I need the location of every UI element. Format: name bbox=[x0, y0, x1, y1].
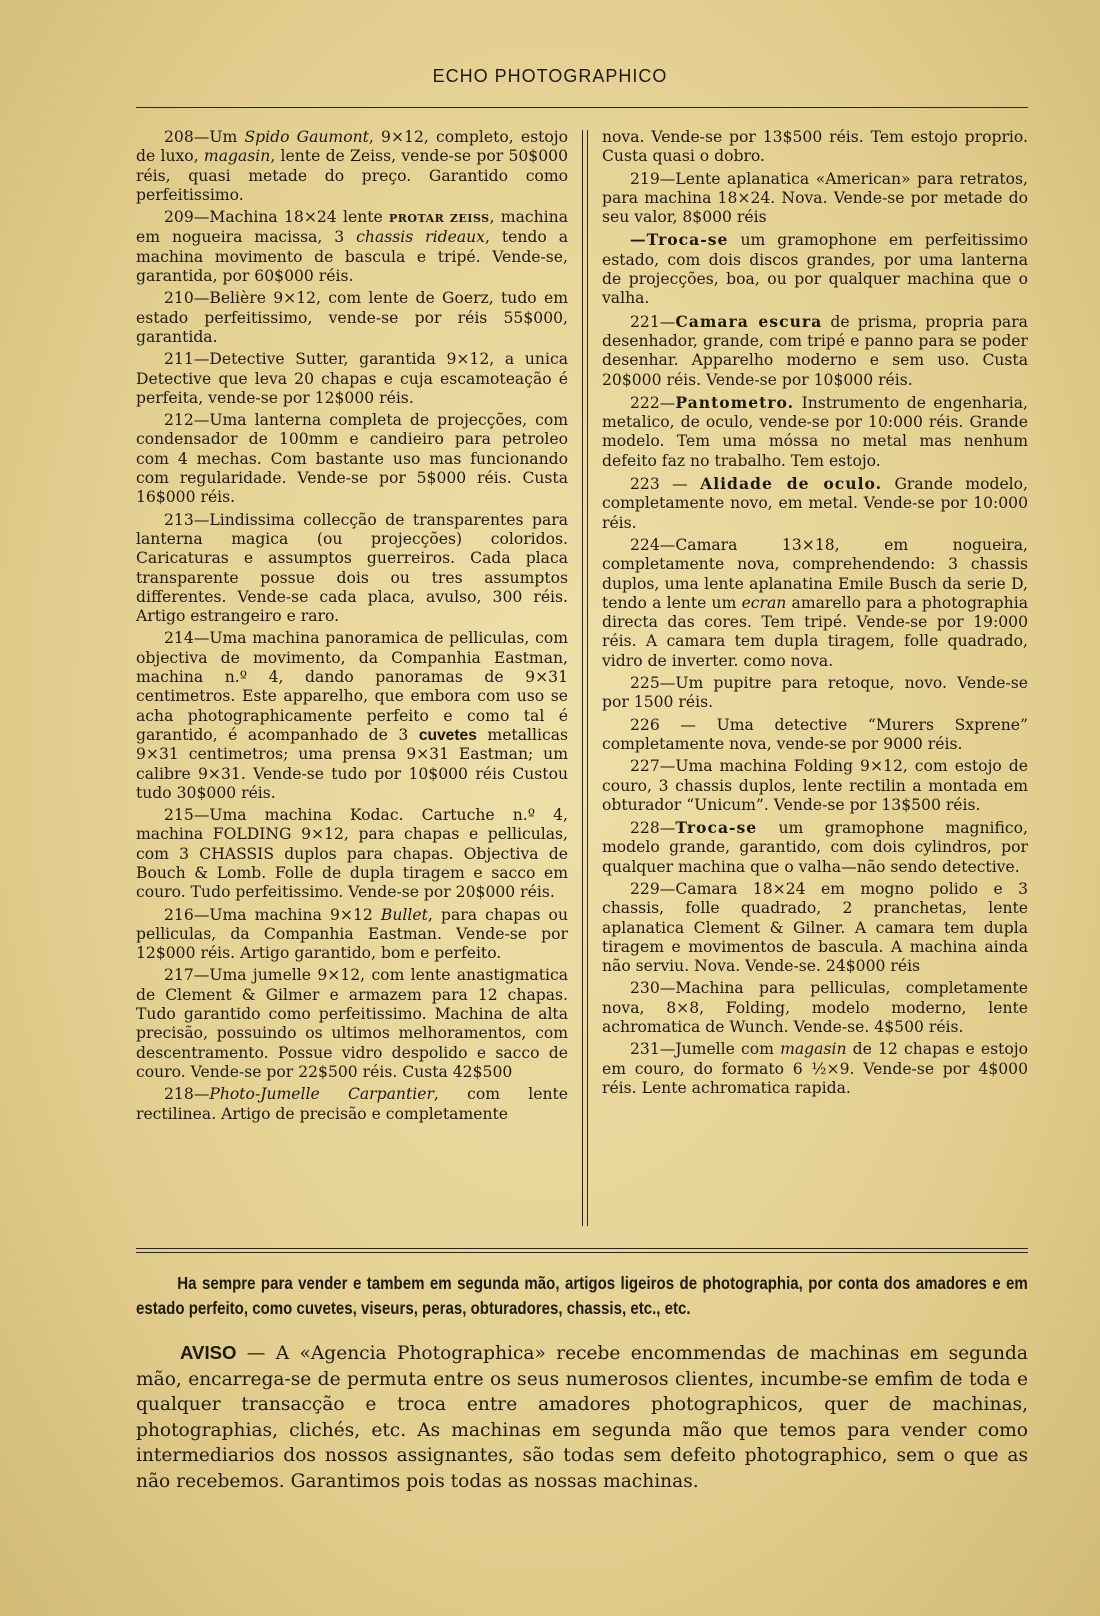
listing-215: 215—Uma machina Kodac. Cartuche n.º 4, machina FOLDING 9×12, para chapas e pelliculas, com 3 CHASSIS duplos para chapas. Objectiva de Bouch & Lomb. Folle de dupla tiragem e sacco em couro. Tudo perfeitissimo. Vende-se por 20$000 réis. bbox=[136, 806, 568, 902]
sale-notice-text: Ha sempre para vender e tambem em segunda mão, artigos ligeiros de photographia, por conta dos amadores e em estado perfeito, como cuvetes, viseurs, peras, obturadores, chassis, etc., etc. bbox=[136, 1273, 1028, 1318]
listing-223: 223 — Alidade de oculo. Grande modelo, completamente novo, em metal. Vende-se por 10:000 réis. bbox=[602, 474, 1028, 532]
listing-229: 229—Camara 18×24 em mogno polido e 3 chassis, folle quadrado, 2 pranchetas, lente aplanatica Clement & Gilner. A camara tem dupla tiragem e movimentos de bascula. A machina ainda não serviu. Nova. Vende-se. 24$000 réis bbox=[602, 879, 1028, 976]
aviso-text: — A «Agencia Photographica» recebe encommendas de machinas em segunda mão, encarrega-se de permuta entre os seus numerosos clientes, incumbe-se emfim de toda e qualquer transacção e troca entre amadores photographicos, quer de machinas, photographias, clichés, etc. As machinas em segunda mão que temos para vender como intermediarios dos nossos assignantes, são todas sem defeito photographico, sem o que as não recebemos. Garantimos pois todas as nossas machinas. bbox=[136, 1343, 1028, 1492]
listing-226: 226 — Uma detective “Murers Sxprene” completamente nova, vende-se por 9000 réis. bbox=[602, 715, 1028, 753]
listing-214: 214—Uma machina panoramica de pelliculas, com objectiva de movimento, da Companhia Eastman, machina n.º 4, dando panoramas de 9×31 centimetros. Este apparelho, que embora com uso se acha photographicamente perfeito e como tal é garantido, é acompanhado de 3 cuvetes metallicas 9×31 centimetros; uma prensa 9×31 Eastman; um calibre 9×31. Vende-se tudo por 10$000 réis Custou tudo 30$000 réis. bbox=[136, 629, 568, 802]
listing-218-continued: nova. Vende-se por 13$500 réis. Tem estojo proprio. Custa quasi o dobro. bbox=[602, 128, 1028, 166]
listing-208: 208—Um Spido Gaumont, 9×12, completo, estojo de luxo, magasin, lente de Zeiss, vende-se por 50$000 réis, quasi metade do preço. Garantido como perfeitissimo. bbox=[136, 128, 568, 204]
page-header: ECHO PHOTOGRAPHICO bbox=[432, 66, 668, 86]
listing-217: 217—Uma jumelle 9×12, com lente anastigmatica de Clement & Gilmer e armazem para 12 chapas. Tudo garantido como perfeitissimo. Machina de alta precisão, possuindo os ultimos melhoramentos, com descentramento. Possue vidro despolido e sacco de couro. Vende-se por 22$500 réis. Custa 42$500 bbox=[136, 966, 568, 1081]
listing-221: 221—Camara escura de prisma, propria para desenhador, grande, com tripé e panno para se poder desenhar. Apparelho moderno e sem uso. Custa 20$000 réis. Vende-se por 10$000 réis. bbox=[602, 311, 1028, 389]
listing-227: 227—Uma machina Folding 9×12, com estojo de couro, 3 chassis duplos, lente rectilin a montada em obturador “Unicum”. Vende-se por 13$500 réis. bbox=[602, 757, 1028, 814]
listing-222: 222—Pantometro. Instrumento de engenharia, metalico, de oculo, vende-se por 10:000 réis. Grande modelo. Tem uma móssa no metal mas nenhum defeito faz no trabalho. Tem estojo. bbox=[602, 392, 1028, 470]
aviso-label: AVISO bbox=[180, 1342, 237, 1363]
left-column bbox=[136, 128, 568, 1127]
listing-troca-gramophone: —Troca-se um gramophone em perfeitissimo estado, com dois discos grandes, por uma lanterna de projecções, boa, ou por qualquer machina que o valha. bbox=[602, 230, 1028, 308]
listing-212: 212—Uma lanterna completa de projecções, com condensador de 100mm e candieiro para petroleo com 4 mechas. Com bastante uso mas funcionando com regularidade. Vende-se por 5$000 réis. Custa 16$000 réis. bbox=[136, 411, 568, 507]
listing-209: 209—Machina 18×24 lente PROTAR ZEISS, machina em nogueira macissa, 3 chassis rideaux, tendo a machina movimento de bascula e tripé. Vende-se, garantida, por 60$000 réis. bbox=[136, 208, 569, 286]
footer-rule bbox=[136, 1248, 1028, 1249]
listing-211: 211—Detective Sutter, garantida 9×12, a unica Detective que leva 20 chapas e cuja escamoteação é perfeita, vende-se por 12$000 réis. bbox=[136, 350, 568, 407]
right-column bbox=[602, 128, 1028, 1101]
listing-219: 219—Lente aplanatica «American» para retratos, para machina 18×24. Nova. Vende-se por metade do seu valor, 8$000 réis bbox=[602, 169, 1028, 227]
listing-210: 210—Belière 9×12, com lente de Goerz, tudo em estado perfeitissimo, vende-se por réis 55$000, garantida. bbox=[136, 289, 568, 346]
listing-225: 225—Um pupitre para retoque, novo. Vende-se por 1500 réis. bbox=[602, 674, 1028, 712]
aviso-notice bbox=[136, 1340, 1028, 1494]
listing-213: 213—Lindissima collecção de transparentes para lanterna magica (ou projecções) coloridos. Caricaturas e assumptos guerreiros. Cada placa transparente possue dois ou tres assumptos differentes. Vende-se cada placa, avulso, 300 réis. Artigo estrangeiro e raro. bbox=[136, 510, 568, 626]
column-divider bbox=[582, 130, 583, 1226]
listing-231: 231—Jumelle com magasin de 12 chapas e estojo em couro, do formato 6 ½×9. Vende-se por 4$000 réis. Lente achromatica rapida. bbox=[602, 1040, 1028, 1097]
column-divider bbox=[587, 130, 588, 1226]
listing-218: 218—Photo-Jumelle Carpantier, com lente rectilinea. Artigo de precisão e completamente bbox=[136, 1085, 568, 1123]
header-rule bbox=[136, 107, 1028, 108]
listing-230: 230—Machina para pelliculas, completamente nova, 8×8, Folding, modelo moderno, lente achromatica de Wunch. Vende-se. 4$500 réis. bbox=[602, 979, 1028, 1037]
listing-228: 228—Troca-se um gramophone magnifico, modelo grande, garantido, com dois cylindros, por qualquer machina que o valha—não sendo detective. bbox=[602, 818, 1028, 876]
listing-216: 216—Uma machina 9×12 Bullet, para chapas ou pelliculas, da Companhia Eastman. Vende-se por 12$000 réis. Artigo garantido, bom e perfeito. bbox=[136, 905, 568, 963]
footer-rule bbox=[136, 1252, 1028, 1253]
sale-notice bbox=[136, 1271, 1028, 1321]
listing-224: 224—Camara 13×18, em nogueira, completamente nova, comprehendendo: 3 chassis duplos, uma lente aplanatina Emile Busch da serie D, tendo a lente um ecran amarello para a photographia directa das cores. Tem tripé. Vende-se por 19:000 réis. A camara tem dupla tiragem, folle quadrado, vidro de inverter. como nova. bbox=[602, 535, 1028, 670]
